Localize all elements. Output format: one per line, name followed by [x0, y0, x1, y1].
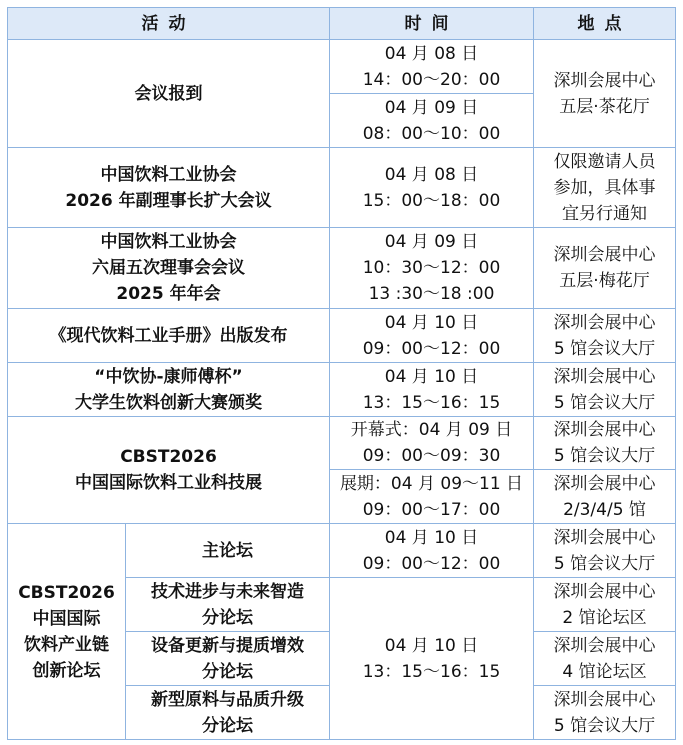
- hours-text: 14：00～20：00: [362, 69, 501, 90]
- venue-line: 5 馆会议大厅: [553, 338, 656, 359]
- venue-line: 深圳会展中心: [553, 689, 656, 710]
- activity-cell: 会议报到: [8, 40, 330, 148]
- activity-line: 中国饮料工业协会: [100, 164, 237, 185]
- activity-line: 分论坛: [202, 661, 253, 682]
- hours-text: 13 :30～18 :00: [368, 284, 495, 304]
- activity-cell: [8, 417, 330, 524]
- hours-text: 13：15～16：15: [362, 661, 501, 682]
- venue-line: 深圳会展中心: [553, 527, 656, 548]
- sub-activity-cell: [126, 686, 330, 740]
- hours-text: 13：15～16：15: [362, 392, 501, 413]
- table-row: [8, 363, 676, 417]
- table-row: [8, 524, 676, 578]
- venue-line: 2 馆论坛区: [562, 607, 647, 628]
- venue-line: 深圳会展中心: [553, 635, 656, 656]
- activity-line: 中国饮料工业协会: [100, 232, 237, 252]
- time-cell: [330, 40, 534, 94]
- venue-line: 五层·梅花厅: [559, 271, 650, 291]
- venue-line: 4 馆论坛区: [562, 661, 647, 682]
- time-cell: [330, 363, 534, 417]
- activity-line: “中饮协-康师傅杯”: [94, 366, 243, 387]
- date-text: 04 月 08 日: [384, 164, 479, 185]
- table-row: [8, 417, 676, 470]
- sub-activity-cell: [126, 578, 330, 632]
- hours-text: 09：00～17：00: [362, 499, 501, 520]
- date-text: 04 月 09 日: [384, 97, 479, 118]
- forum-group-cell: [8, 524, 126, 740]
- venue-line: 深圳会展中心: [553, 473, 656, 494]
- date-text: 04 月 09 日: [384, 232, 479, 252]
- activity-cell: [8, 148, 330, 228]
- group-line: CBST2026: [18, 582, 115, 603]
- activity-line: 中国国际饮料工业科技展: [75, 473, 262, 493]
- activity-line: 六届五次理事会会议: [92, 258, 245, 278]
- venue-line: 参加，具体事: [553, 177, 656, 198]
- group-line: 中国国际: [32, 608, 101, 629]
- venue-line: 深圳会展中心: [553, 366, 656, 387]
- venue-line: 宜另行通知: [562, 203, 647, 224]
- time-cell: [330, 524, 534, 578]
- venue-line: 深圳会展中心: [553, 581, 656, 602]
- activity-line: 新型原料与品质升级: [151, 689, 304, 710]
- venue-line: 2/3/4/5 馆: [563, 499, 646, 520]
- venue-cell: [534, 417, 676, 470]
- venue-cell: [534, 148, 676, 228]
- venue-cell: [534, 632, 676, 686]
- venue-line: 深圳会展中心: [553, 312, 656, 333]
- time-cell: [330, 94, 534, 148]
- header-time: 时间: [330, 8, 534, 40]
- venue-line: 深圳会展中心: [553, 70, 656, 91]
- date-text: 04 月 10 日: [384, 312, 479, 333]
- venue-line: 5 馆会议大厅: [553, 715, 656, 736]
- sub-activity-cell: [126, 632, 330, 686]
- activity-line: 分论坛: [202, 607, 253, 628]
- hours-text: 10：30～12：00: [362, 258, 501, 278]
- venue-line: 五层·茶花厅: [559, 96, 650, 117]
- venue-cell: [534, 686, 676, 740]
- venue-line: 深圳会展中心: [553, 245, 656, 265]
- venue-line: 5 馆会议大厅: [553, 446, 656, 466]
- table-row: [8, 40, 676, 94]
- date-text: 04 月 10 日: [384, 366, 479, 387]
- activity-line: 2026 年副理事长扩大会议: [65, 190, 272, 211]
- header-row: [8, 8, 676, 40]
- table-row: [8, 228, 676, 309]
- hours-text: 09：00～12：00: [362, 553, 501, 574]
- shared-time-cell: [330, 578, 534, 740]
- activity-cell: [8, 363, 330, 417]
- table-row: [8, 148, 676, 228]
- activity-line: CBST2026: [120, 447, 217, 467]
- venue-line: 深圳会展中心: [553, 420, 656, 440]
- venue-cell: [534, 524, 676, 578]
- table-row: [8, 309, 676, 363]
- date-text: 04 月 10 日: [384, 527, 479, 548]
- hours-text: 09：00～09：30: [362, 446, 501, 466]
- sub-activity-cell: 主论坛: [126, 524, 330, 578]
- venue-cell: [534, 578, 676, 632]
- venue-cell: [534, 40, 676, 148]
- time-cell: [330, 309, 534, 363]
- venue-cell: [534, 309, 676, 363]
- venue-line: 仅限邀请人员: [553, 151, 656, 172]
- time-cell: [330, 228, 534, 309]
- date-text: 04 月 08 日: [384, 43, 479, 64]
- activity-line: 技术进步与未来智造: [151, 581, 304, 602]
- activity-line: 设备更新与提质增效: [151, 635, 304, 656]
- hours-text: 09：00～12：00: [362, 338, 501, 359]
- activity-line: 分论坛: [202, 715, 253, 736]
- activity-line: 大学生饮料创新大赛颁奖: [75, 392, 262, 413]
- time-cell: [330, 148, 534, 228]
- activity-cell: 《现代饮料工业手册》出版发布: [8, 309, 330, 363]
- header-venue: 地点: [534, 8, 676, 40]
- venue-cell: [534, 228, 676, 309]
- venue-cell: [534, 363, 676, 417]
- time-cell: [330, 470, 534, 524]
- date-text: 开幕式：04 月 09 日: [350, 420, 513, 440]
- venue-cell: [534, 470, 676, 524]
- activity-cell: [8, 228, 330, 309]
- venue-line: 5 馆会议大厅: [553, 553, 656, 574]
- time-cell: [330, 417, 534, 470]
- date-text: 展期：04 月 09～11 日: [339, 473, 524, 494]
- header-activity: 活动: [8, 8, 330, 40]
- group-line: 饮料产业链: [24, 634, 109, 655]
- group-line: 创新论坛: [32, 660, 101, 681]
- schedule-table: [7, 7, 676, 740]
- date-text: 04 月 10 日: [384, 635, 479, 656]
- venue-line: 5 馆会议大厅: [553, 392, 656, 413]
- hours-text: 08：00～10：00: [362, 123, 501, 144]
- hours-text: 15：00～18：00: [362, 190, 501, 211]
- activity-line: 2025 年年会: [116, 284, 221, 304]
